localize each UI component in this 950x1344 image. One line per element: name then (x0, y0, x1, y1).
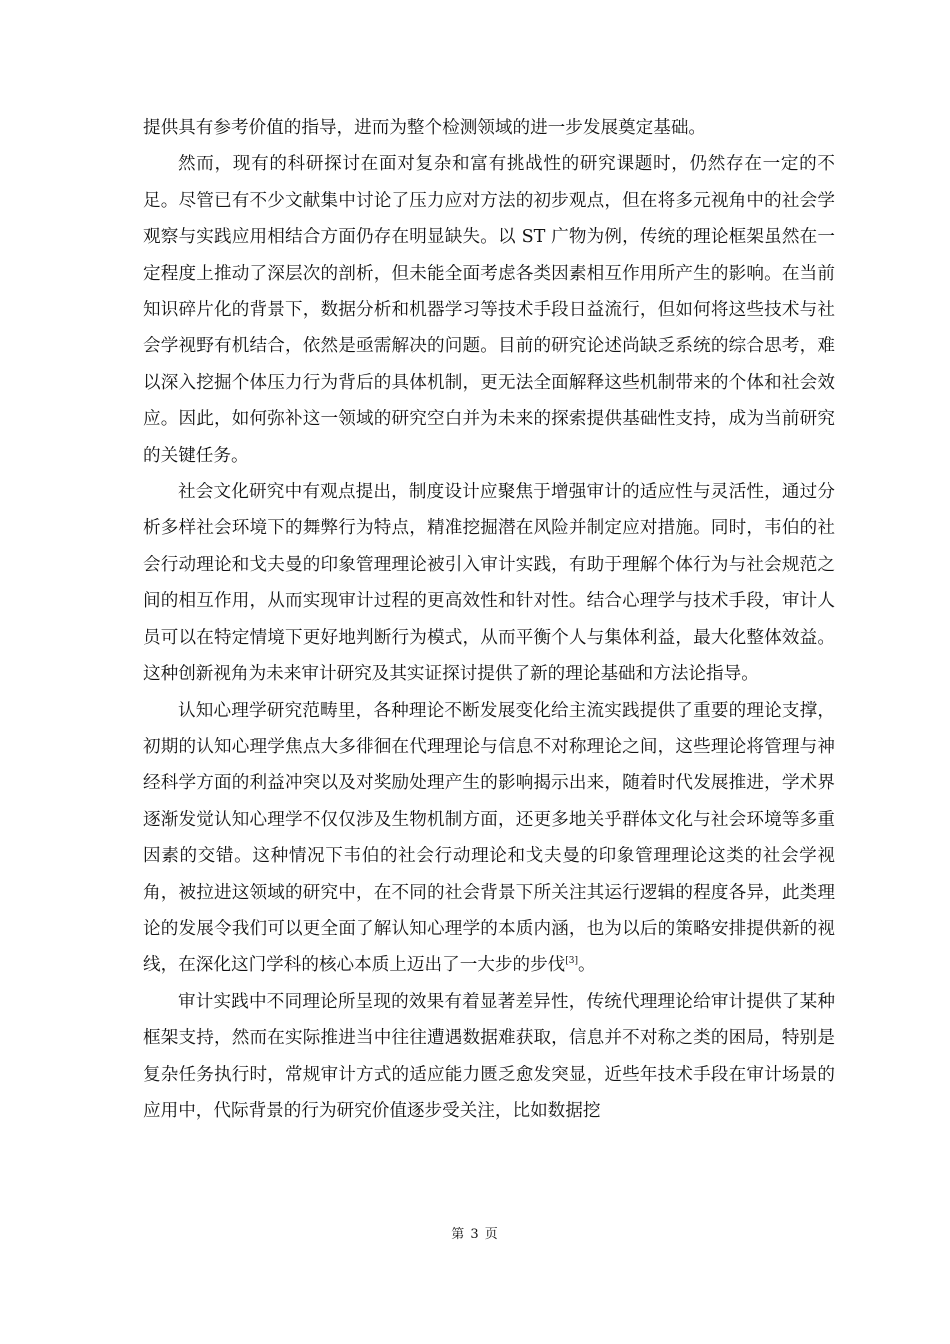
page-number: 第 3 页 (451, 1227, 499, 1242)
paragraph-tail: 。 (578, 955, 596, 976)
citation-marker: [3] (565, 956, 579, 967)
paragraph-continuation: 提供具有参考价值的指导，进而为整个检测领域的进一步发展奠定基础。 (143, 118, 707, 138)
paragraph-text: 认知心理学研究范畴里，各种理论不断发展变化给主流实践提供了重要的理论支撑，初期的认知心理学焦点大多徘徊在代理理论与信息不对称理论之间，这些理论将管理与神经科学方面的利益冲突以及对奖励处理产生的影响揭示出来，随着时代发展推进，学术界逐渐发觉认知心理学不仅仅涉及生物机制方面，还更多地关乎群体文化与社会环境等多重因素的交错。这种情况下韦伯的社会行动理论和戈夫曼的印象管理理论这类的社会学视角，被拉进这领域的研究中，在不同的社会背景下所关注其运行逻辑的程度各异，此类理论的发展令我们可以更全面了解认知心理学的本质内涵，也为以后的策略安排提供新的视线，在深化这门学科的核心本质上迈出了一大步的步伐 (143, 700, 835, 976)
paragraph-sociocultural-audit: 社会文化研究中有观点提出，制度设计应聚焦于增强审计的适应性与灵活性，通过分析多样社会环境下的舞弊行为特点，精准挖掘潜在风险并制定应对措施。同时，韦伯的社会行动理论和戈夫曼的印象管理理论被引入审计实践，有助于理解个体行为与社会规范之间的相互作用，从而实现审计过程的更高效性和针对性。结合心理学与技术手段，审计人员可以在特定情境下更好地判断行为模式，从而平衡个人与集体利益，最大化整体效益。这种创新视角为未来审计研究及其实证探讨提供了新的理论基础和方法论指导。 (143, 482, 835, 685)
paragraph-cognitive-psychology (143, 693, 835, 984)
body-text (143, 110, 835, 1129)
paragraph-audit-practice: 审计实践中不同理论所呈现的效果有着显著差异性，传统代理理论给审计提供了某种框架支持，然而在实际推进当中往往遭遇数据难获取，信息并不对称之类的困局，特别是复杂任务执行时，常规审计方式的适应能力匮乏愈发突显，近些年技术手段在审计场景的应用中，代际背景的行为研究价值逐步受关注，比如数据挖 (143, 991, 835, 1121)
paragraph-research-gap: 然而，现有的科研探讨在面对复杂和富有挑战性的研究课题时，仍然存在一定的不足。尽管已有不少文献集中讨论了压力应对方法的初步观点，但在将多元视角中的社会学观察与实践应用相结合方面仍存在明显缺失。以 ST 广物为例，传统的理论框架虽然在一定程度上推动了深层次的剖析，但未能全面考虑各类因素相互作用所产生的影响。在当前知识碎片化的背景下，数据分析和机器学习等技术手段日益流行，但如何将这些技术与社会学视野有机结合，依然是亟需解决的问题。目前的研究论述尚缺乏系统的综合思考，难以深入挖掘个体压力行为背后的具体机制，更无法全面解释这些机制带来的个体和社会效应。因此，如何弥补这一领域的研究空白并为未来的探索提供基础性支持，成为当前研究的关键任务。 (143, 154, 835, 466)
